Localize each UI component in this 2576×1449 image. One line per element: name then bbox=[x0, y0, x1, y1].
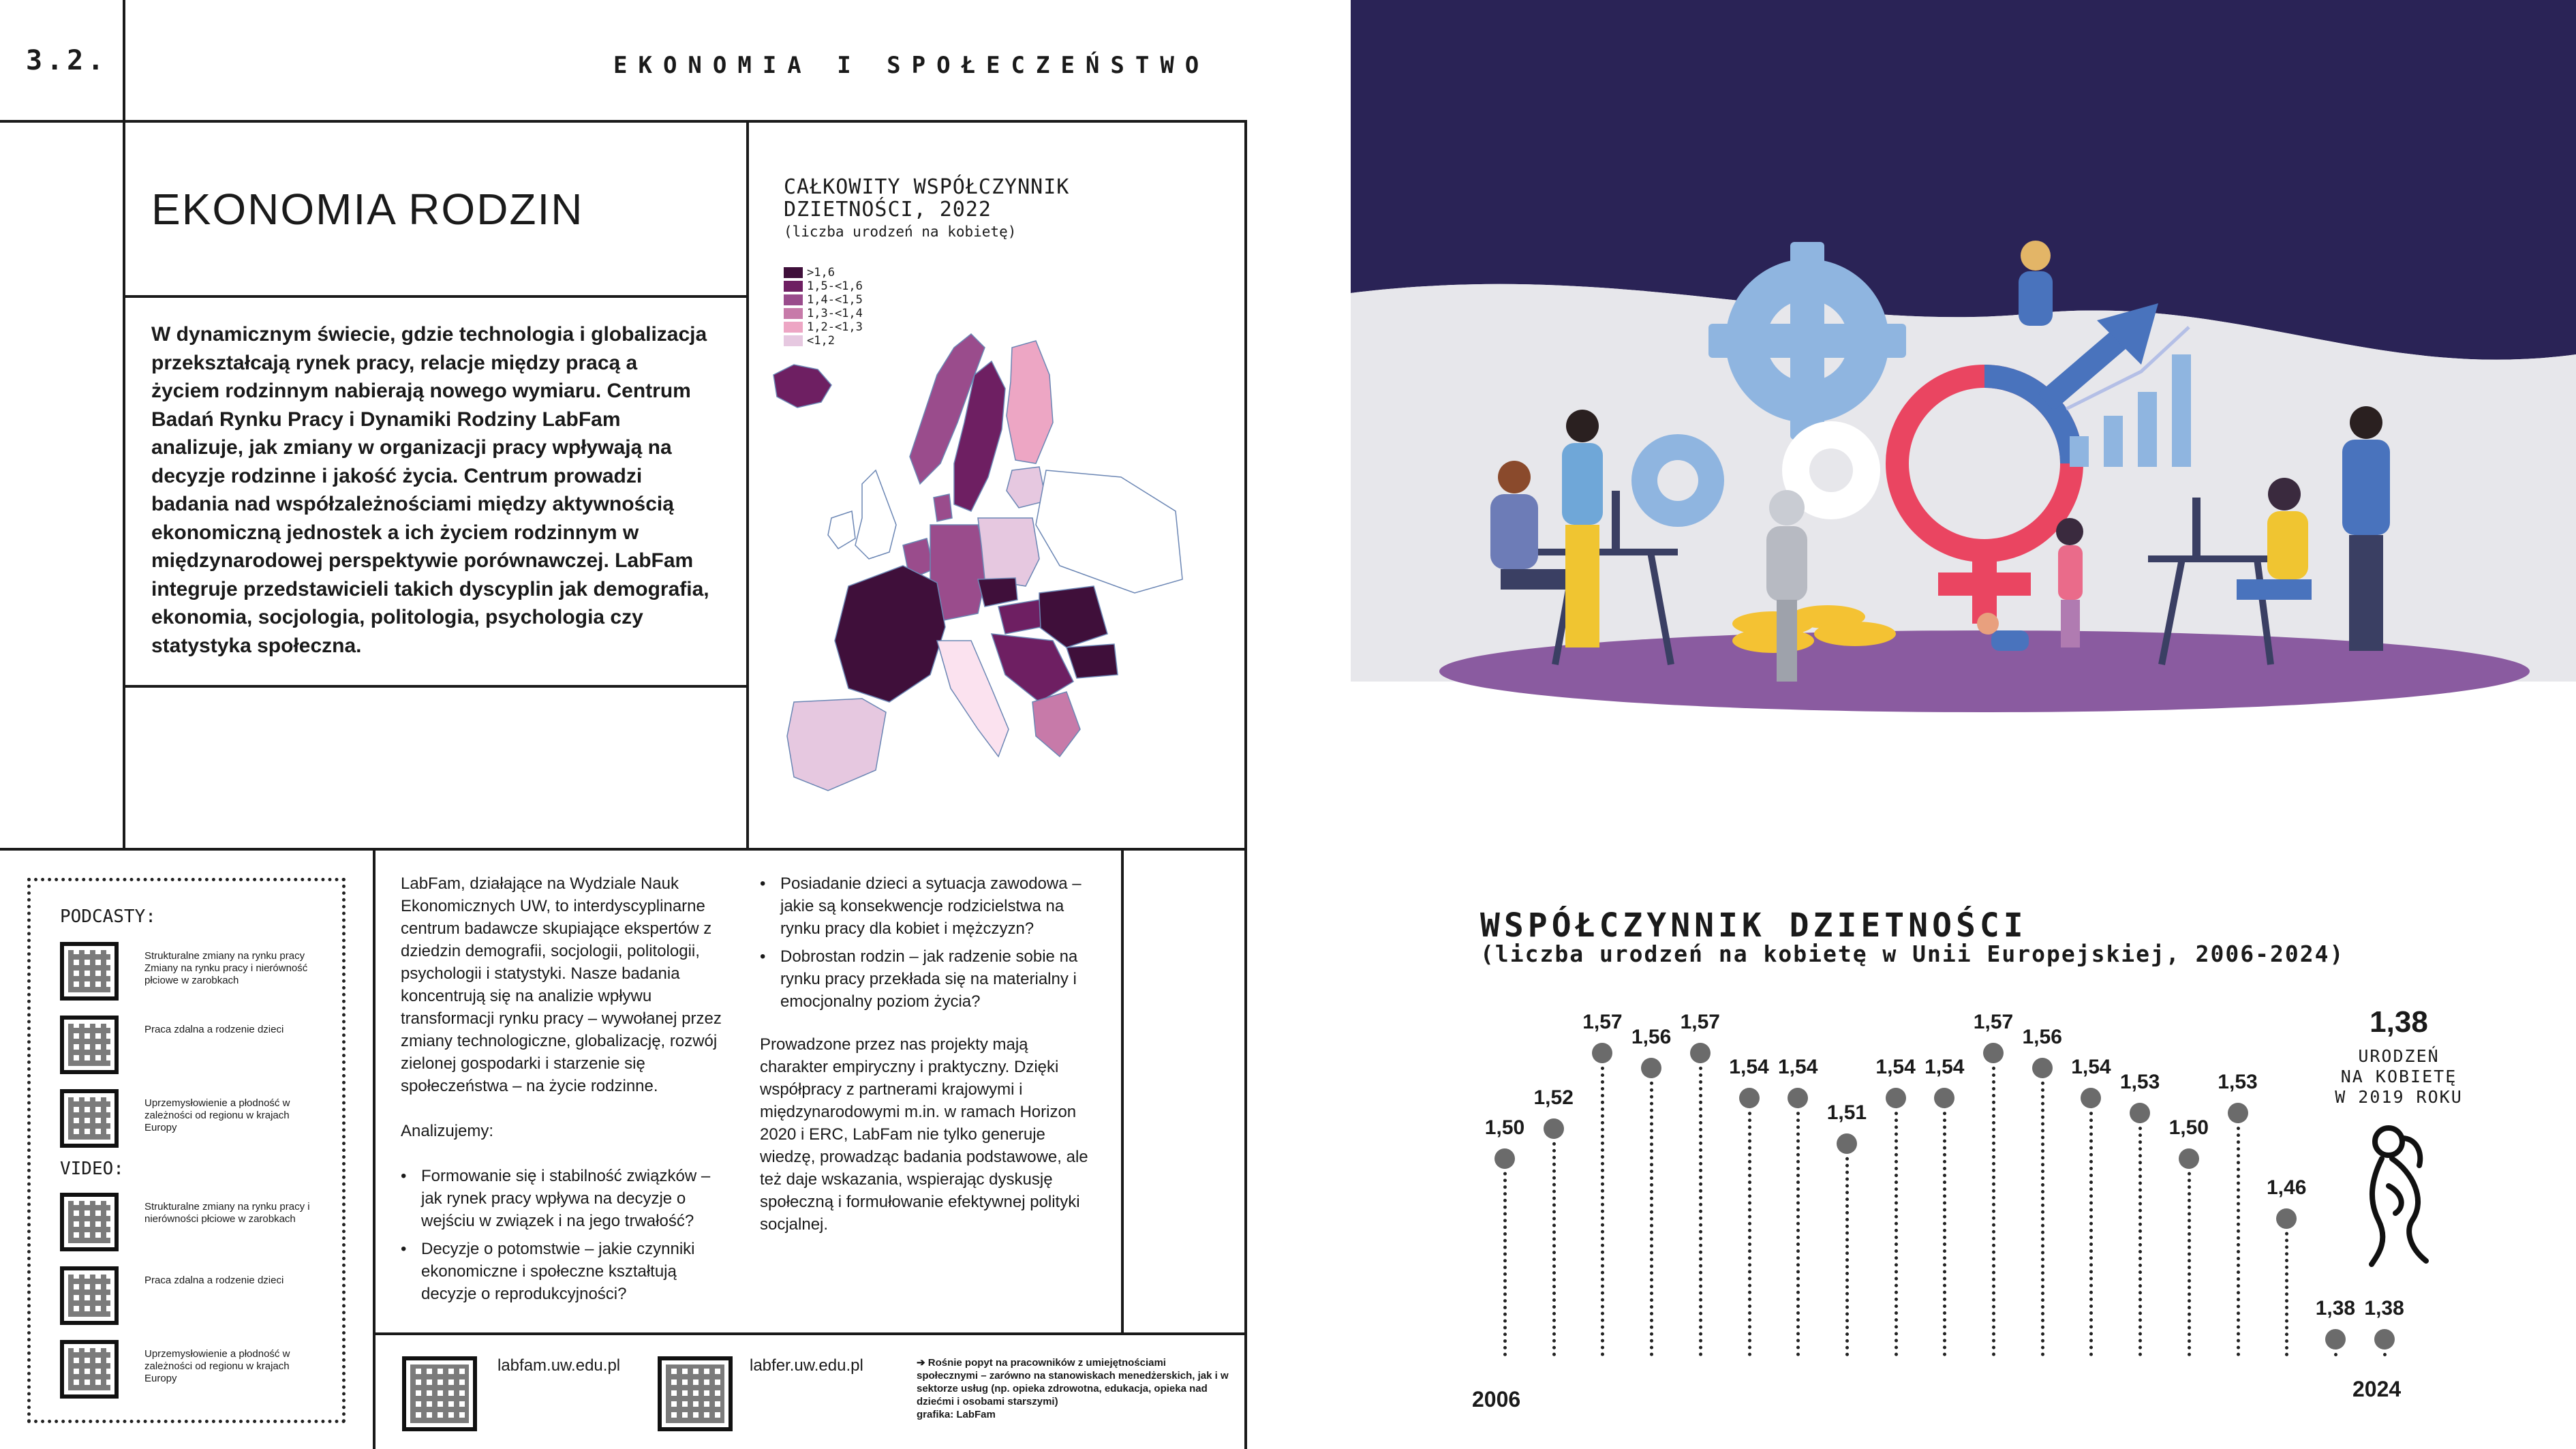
video-label: VIDEO: bbox=[60, 1159, 124, 1179]
legend-item bbox=[784, 266, 863, 279]
chart-point bbox=[1788, 1088, 1808, 1108]
chart-point bbox=[2032, 1058, 2053, 1078]
col1-analizujemy: Analizujemy: bbox=[401, 1122, 494, 1140]
chart-point bbox=[1837, 1133, 1857, 1154]
column-1 bbox=[401, 872, 735, 1311]
chart-value-label: 1,53 bbox=[2218, 1071, 2258, 1094]
pregnant-woman-icon bbox=[2351, 1118, 2453, 1268]
chart-stem bbox=[1796, 1098, 1800, 1356]
chart-value-label: 1,50 bbox=[1484, 1116, 1525, 1139]
chart-stem bbox=[1650, 1068, 1653, 1356]
divider-col-right bbox=[1121, 848, 1124, 1334]
legend-label: <1,2 bbox=[807, 334, 835, 348]
europe-map bbox=[767, 320, 1244, 797]
chart-subtitle: (liczba urodzeń na kobietę w Unii Europejskiej, 2006-2024) bbox=[1480, 941, 2345, 967]
bullet-item: • Formowanie się i stabilność związków – jak rynek pracy wpływa na decyzje o wejściu w związek i na jego trwałość? bbox=[401, 1165, 735, 1232]
chart-value-label: 1,46 bbox=[2266, 1176, 2307, 1200]
graphic-credit: grafika: LabFam bbox=[917, 1409, 996, 1420]
chart-stem bbox=[2041, 1068, 2044, 1356]
map-spain bbox=[787, 699, 886, 791]
chart-stem bbox=[1699, 1053, 1702, 1356]
map-title-line1: CAŁKOWITY WSPÓŁCZYNNIK bbox=[784, 175, 1070, 199]
chart-value-label: 1,50 bbox=[2168, 1116, 2209, 1139]
chart-point bbox=[1592, 1043, 1612, 1063]
media-item-title[interactable]: Praca zdalna a rodzenie dzieci bbox=[144, 1275, 284, 1286]
intro-text: W dynamicznym świecie, gdzie technologia i globalizacja przekształcają rynek pracy, relacje między pracą a życiem rodzinnym nabierają nowego wymiaru. Centrum Badań Rynku Pracy i Dynamiki Rodziny LabFam analizuje, jak zmiany w organizacji pracy wpływają na decyzje rodzinne i jakość życia. Centrum prowadzi badania nad współzależnościami między aktywnością ekonomiczną jednostek a ich życiem rodzinnym w międzynarodowej perspektywie porównawczej. LabFam integruje przedstawicieli takich dyscyplin jak demografia, ekonomia, socjologia, politologia, psychologia czy statystyka społeczna. bbox=[151, 323, 709, 657]
chart-stem bbox=[2188, 1159, 2191, 1356]
chart-value-label: 1,54 bbox=[2071, 1056, 2111, 1079]
legend-label: 1,3-<1,4 bbox=[807, 307, 863, 320]
chart-point bbox=[2276, 1208, 2297, 1229]
callout-line2: NA KOBIETĘ bbox=[2340, 1067, 2457, 1086]
chart-value-label: 1,54 bbox=[1729, 1056, 1769, 1079]
link-labfam[interactable]: labfam.uw.edu.pl bbox=[497, 1356, 621, 1375]
legend-swatch bbox=[784, 308, 803, 319]
media-item-title[interactable]: Praca zdalna a rodzenie dzieci bbox=[144, 1024, 284, 1035]
chart-stem bbox=[1503, 1159, 1507, 1356]
chart-point bbox=[1886, 1088, 1906, 1108]
chart-point bbox=[1690, 1043, 1711, 1063]
map-poland bbox=[978, 518, 1039, 586]
chart-point bbox=[1544, 1118, 1564, 1139]
chart-stem bbox=[2285, 1219, 2288, 1356]
bullet-item: • Decyzje o potomstwie – jakie czynniki ekonomiczne i społeczne kształtują decyzje o reprodukcyjności? bbox=[401, 1238, 735, 1305]
qr-code[interactable] bbox=[60, 1016, 119, 1074]
map-finland bbox=[1007, 341, 1053, 463]
chart-point bbox=[1739, 1088, 1760, 1108]
link-labfer[interactable]: labfer.uw.edu.pl bbox=[750, 1356, 863, 1375]
qr-code[interactable] bbox=[60, 1340, 119, 1399]
map-czechia bbox=[978, 578, 1017, 607]
chart-value-label: 1,38 bbox=[2315, 1297, 2356, 1320]
map-iceland bbox=[773, 365, 831, 408]
chart-value-label: 1,57 bbox=[1973, 1011, 2014, 1033]
chart-value-label: 1,52 bbox=[1533, 1086, 1574, 1109]
column-2 bbox=[760, 872, 1101, 1236]
legend-label: 1,5-<1,6 bbox=[807, 279, 863, 293]
gear-icon-small bbox=[1631, 434, 1724, 527]
media-item-title[interactable]: Strukturalne zmiany na rynku pracy i nierówności płciowe w zarobkach bbox=[144, 1201, 310, 1225]
chart-value-label: 1,54 bbox=[1777, 1056, 1818, 1079]
qr-code-labfam[interactable] bbox=[402, 1356, 477, 1431]
person-standing-man bbox=[2342, 406, 2390, 651]
map-romania bbox=[1039, 586, 1107, 647]
divider-footer bbox=[373, 1332, 1247, 1335]
callout-text bbox=[2303, 1046, 2494, 1108]
chart-stem bbox=[1552, 1129, 1556, 1356]
col1-paragraph: LabFam, działające na Wydziale Nauk Ekonomicznych UW, to interdyscyplinarne centrum badawcze skupiające ekspertów z dziedzin demografii, socjologii, politologii, psychologii i statystyki. Nasze badania koncentrują się na analizie wpływu transformacji rynku pracy – wywołanej przez zmiany technologiczne, globalizację, rozwój zielonej gospodarki i starzenie się społeczeństwa – na życie rodzinne. bbox=[401, 874, 722, 1095]
chart-point bbox=[2179, 1148, 2199, 1169]
qr-code[interactable] bbox=[60, 942, 119, 1001]
chart-point bbox=[2374, 1329, 2395, 1349]
chart-stem bbox=[2138, 1113, 2142, 1356]
chart-point bbox=[2228, 1103, 2248, 1123]
chart-stem bbox=[1748, 1098, 1751, 1356]
chart-value-label: 1,38 bbox=[2364, 1297, 2404, 1320]
col2-paragraph: Prowadzone przez nas projekty mają charakter empiryczny i praktyczny. Dzięki współpracy z partnerami krajowymi i międzynarodowymi m.in. w ramach Horizon 2020 i ERC, LabFam nie tylko generuje wiedzę, prowadząc badania podstawowe, ale też daje wskazania, wspierając dyskusję społeczną i formułowanie efektywnej polityki socjalnej. bbox=[760, 1035, 1088, 1234]
map-bulgaria bbox=[1067, 644, 1118, 678]
chart-value-label: 1,57 bbox=[1680, 1011, 1720, 1033]
person-on-arrow bbox=[2019, 241, 2053, 326]
legend-swatch bbox=[784, 294, 803, 305]
chart-point bbox=[1983, 1043, 2004, 1063]
section-title: EKONOMIA I SPOŁECZEŃSTWO bbox=[613, 52, 1210, 79]
chart-point bbox=[2130, 1103, 2150, 1123]
divider-right-edge bbox=[1244, 120, 1247, 1449]
map-greece bbox=[1032, 692, 1080, 757]
qr-code[interactable] bbox=[60, 1089, 119, 1148]
divider-header-bottom bbox=[0, 120, 1247, 123]
map-uk bbox=[855, 470, 896, 559]
divider-map-left bbox=[746, 120, 749, 849]
legend-label: 1,4-<1,5 bbox=[807, 293, 863, 307]
legend-item bbox=[784, 307, 863, 320]
legend-swatch bbox=[784, 267, 803, 278]
chart-stem bbox=[2334, 1339, 2337, 1356]
hero-illustration bbox=[1351, 0, 2576, 849]
bullet-item: • Dobrostan rodzin – jak radzenie sobie na rynku pracy przekłada się na materialny i emocjonalny poziom życia? bbox=[760, 945, 1101, 1013]
qr-code[interactable] bbox=[60, 1266, 119, 1325]
bullet-item: • Posiadanie dzieci a sytuacja zawodowa – jakie są konsekwencje rodzicielstwa na rynku pracy dla kobiet i mężczyzn? bbox=[760, 872, 1101, 940]
divider-left-col bbox=[123, 120, 125, 849]
legend-swatch bbox=[784, 281, 803, 292]
map-title-line2: DZIETNOŚCI, 2022 bbox=[784, 198, 992, 222]
legend-label: 1,2-<1,3 bbox=[807, 320, 863, 334]
callout-value: 1,38 bbox=[2370, 1005, 2428, 1039]
map-hungary bbox=[998, 600, 1041, 634]
map-balkans bbox=[992, 634, 1073, 702]
map-denmark bbox=[934, 494, 952, 521]
callout-line1: URODZEŃ bbox=[2358, 1046, 2440, 1066]
divider-col-sidebar bbox=[373, 848, 375, 1449]
map-ireland bbox=[828, 511, 855, 549]
media-item-title[interactable]: Uprzemysłowienie a płodność w zależności od regionu w krajach Europy bbox=[144, 1348, 290, 1384]
x-label-start: 2006 bbox=[1472, 1387, 1521, 1412]
section-number: 3.2. bbox=[26, 45, 108, 76]
chart-stem bbox=[2383, 1339, 2387, 1356]
map-east bbox=[1036, 470, 1182, 593]
chart-title: WSPÓŁCZYNNIK DZIETNOŚCI bbox=[1480, 906, 2027, 945]
map-france bbox=[835, 566, 945, 702]
chart-value-label: 1,51 bbox=[1826, 1101, 1867, 1124]
chart-value-label: 1,54 bbox=[1925, 1056, 1965, 1079]
map-italy bbox=[937, 641, 1009, 757]
chart-point bbox=[1641, 1058, 1661, 1078]
callout-line3: W 2019 ROKU bbox=[2335, 1087, 2463, 1107]
footer-note-text: ➔ Rośnie popyt na pracowników z umiejętnościami społecznymi – zarówno na stanowiskach menedżerskich, jak i w sektorze usług (np. opieka zdrowotna, edukacja, opieka nad dziećmi i osobami starszymi) bbox=[917, 1357, 1229, 1407]
chart-point bbox=[1934, 1088, 1954, 1108]
divider-mid bbox=[0, 848, 1247, 851]
media-item-title[interactable]: Strukturalne zmiany na rynku pracy Zmiany na rynku pracy i nierówność płciowe w zarobkach bbox=[144, 950, 308, 986]
footer-note bbox=[917, 1356, 1230, 1421]
chart-stem bbox=[1845, 1144, 1849, 1356]
podcasts-label: PODCASTY: bbox=[60, 906, 156, 927]
qr-code-labfer[interactable] bbox=[658, 1356, 733, 1431]
legend-label: >1,6 bbox=[807, 266, 835, 279]
legend-item bbox=[784, 279, 863, 293]
chart-point bbox=[1494, 1148, 1515, 1169]
col1-bullet-list bbox=[401, 1165, 735, 1305]
chart-stem bbox=[1601, 1053, 1604, 1356]
page-title: EKONOMIA RODZIN bbox=[151, 185, 584, 234]
x-label-end: 2024 bbox=[2352, 1377, 2402, 1401]
divider-header-vertical bbox=[123, 0, 125, 121]
person-standing-woman bbox=[1562, 410, 1603, 647]
chart-stem bbox=[1992, 1053, 1995, 1356]
divider-title-bottom bbox=[123, 295, 748, 298]
chart-value-label: 1,57 bbox=[1582, 1011, 1623, 1033]
legend-item bbox=[784, 293, 863, 307]
chart-value-label: 1,56 bbox=[1631, 1026, 1672, 1049]
chart-stem bbox=[2089, 1098, 2093, 1356]
chart-value-label: 1,53 bbox=[2119, 1071, 2160, 1094]
chart-stem bbox=[1943, 1098, 1946, 1356]
map-title bbox=[784, 176, 1069, 221]
col2-bullet-list bbox=[760, 872, 1101, 1013]
chart-stem bbox=[2237, 1113, 2240, 1356]
chart-value-label: 1,54 bbox=[1875, 1056, 1916, 1079]
qr-code[interactable] bbox=[60, 1193, 119, 1251]
divider-intro-bottom bbox=[123, 685, 748, 688]
chart-point bbox=[2081, 1088, 2101, 1108]
media-item-title[interactable]: Uprzemysłowienie a płodność w zależności od regionu w krajach Europy bbox=[144, 1097, 290, 1133]
map-subtitle: (liczba urodzeń na kobietę) bbox=[784, 224, 1017, 240]
chart-value-label: 1,56 bbox=[2022, 1026, 2062, 1049]
chart-stem bbox=[1895, 1098, 1898, 1356]
chart-point bbox=[2325, 1329, 2346, 1349]
